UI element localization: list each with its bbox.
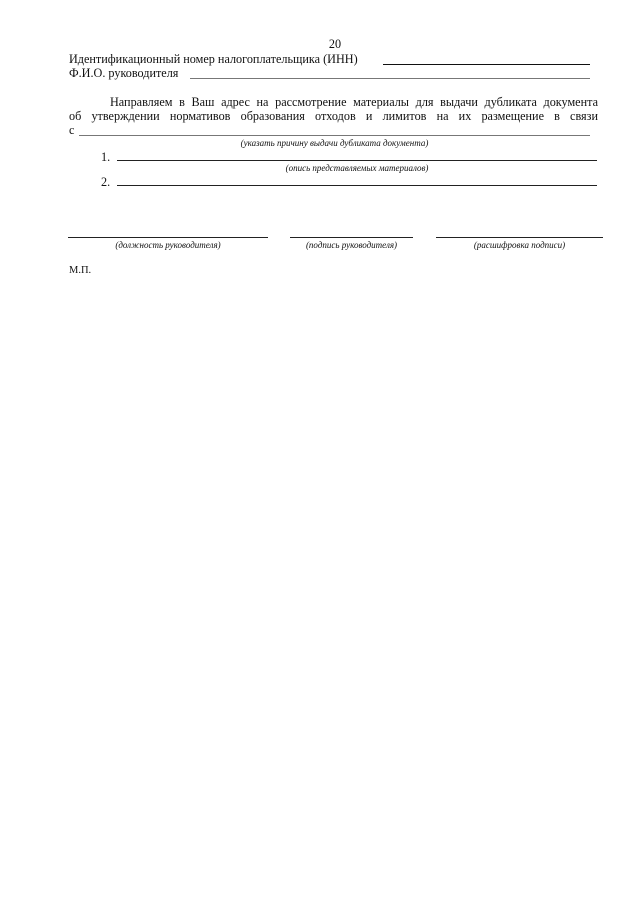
list-item-2-number: 2.: [101, 175, 111, 189]
reason-caption: (указать причину выдачи дубликата документа): [240, 138, 429, 148]
signature-decode-caption: (расшифровка подписи): [473, 240, 566, 250]
list-item-1-number: 1.: [101, 150, 111, 164]
manager-name-input-line[interactable]: [190, 78, 590, 79]
signature-decode-input-line[interactable]: [436, 237, 603, 238]
materials-caption: (опись представляемых материалов): [285, 163, 429, 173]
inn-input-line[interactable]: [383, 64, 590, 65]
list-item-1-input-line[interactable]: [117, 160, 597, 161]
body-line-2: об утверждении нормативов образования отходов и лимитов на их размещение в связи: [69, 109, 598, 123]
reason-input-line[interactable]: [79, 135, 590, 136]
position-caption: (должность руководителя): [115, 240, 221, 250]
signature-input-line[interactable]: [290, 237, 413, 238]
page-number: 20: [328, 37, 342, 51]
body-line-3-prefix: с: [69, 123, 75, 137]
inn-label: Идентификационный номер налогоплательщика (ИНН): [69, 52, 358, 66]
manager-name-label: Ф.И.О. руководителя: [69, 66, 179, 80]
signature-caption: (подпись руководителя): [305, 240, 398, 250]
list-item-2-input-line[interactable]: [117, 185, 597, 186]
position-input-line[interactable]: [68, 237, 268, 238]
stamp-place-label: М.П.: [69, 265, 92, 276]
body-line-1: Направляем в Ваш адрес на рассмотрение материалы для выдачи дубликата документа: [110, 95, 598, 109]
